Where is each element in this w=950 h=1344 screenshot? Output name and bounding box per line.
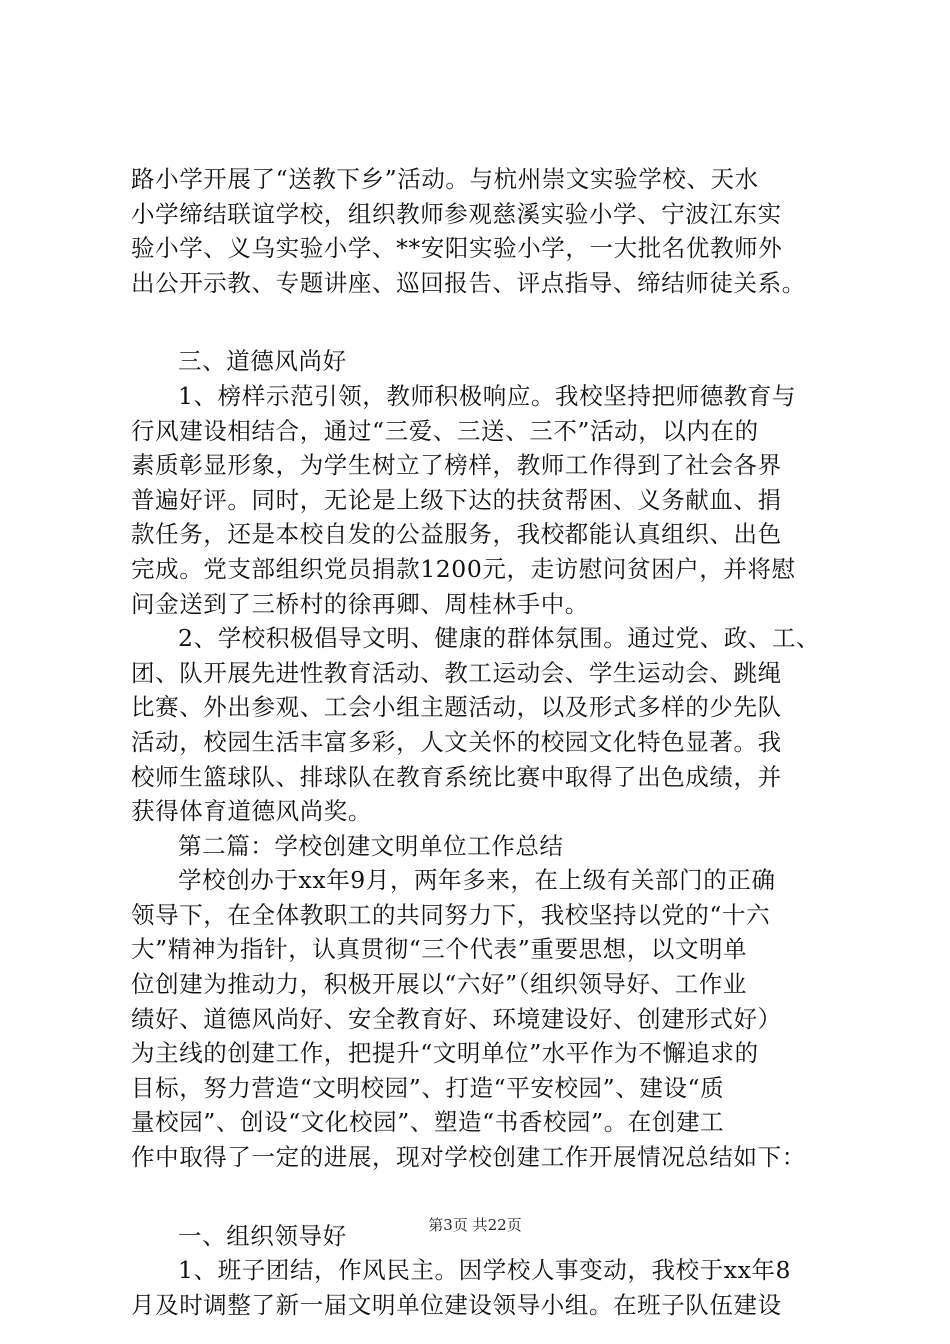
text-line: 小学缔结联谊学校，组织教师参观慈溪实验小学、宁波江东实: [131, 199, 782, 228]
text-line: 作中取得了一定的进展，现对学校创建工作开展情况总结如下：: [131, 1143, 806, 1172]
section-gap: [131, 1175, 846, 1219]
paragraph-civilization: [131, 621, 846, 829]
text-line: 目标，努力营造“文明校园”、打造“平安校园”、建设“质: [131, 1073, 725, 1102]
paragraph-school-intro: [131, 863, 846, 1174]
text-line: 学校创办于xx年9月，两年多来，在上级有关部门的正确: [178, 866, 776, 895]
text-line: 校师生篮球队、排球队在教育系统比赛中取得了出色成绩，并: [131, 762, 782, 791]
paragraph-team-unity: [131, 1253, 846, 1322]
text-line: 路小学开展了“送教下乡”活动。与杭州崇文实验学校、天水: [131, 165, 759, 193]
paragraph-continued: [131, 162, 846, 300]
text-line: 活动，校园生活丰富多彩，人文关怀的校园文化特色显著。我: [131, 727, 782, 756]
text-line: 为主线的创建工作，把提升“文明单位”水平作为不懈追求的: [131, 1039, 759, 1068]
section-heading-morality: 三、道德风尚好: [178, 347, 347, 376]
text-line: 位创建为推动力，积极开展以“六好”（组织领导好、工作业: [131, 970, 747, 999]
text-line: 1、榜样示范引领，教师积极响应。我校坚持把师德教育与: [178, 381, 797, 410]
document-body: [131, 162, 846, 1322]
text-line: 量校园”、创设“文化校园”、塑造“书香校园”。在创建工: [131, 1108, 725, 1137]
text-line: 验小学、义乌实验小学、**安阳实验小学，一大批名优教师外: [131, 234, 783, 263]
text-line: 行风建设相结合，通过“三爱、三送、三不”活动，以内在的: [131, 416, 759, 445]
text-line: 问金送到了三桥村的徐再卿、周桂林手中。: [131, 589, 589, 618]
text-line: 1、班子团结，作风民主。因学校人事变动，我校于xx年8: [178, 1256, 792, 1285]
chapter-title: 第二篇：学校创建文明单位工作总结: [178, 831, 564, 860]
text-line: 团、队开展先进性教育活动、教工运动会、学生运动会、跳绳: [131, 658, 782, 687]
text-line: 领导下，在全体教职工的共同努力下，我校坚持以党的“十六: [131, 900, 771, 929]
text-line: 大”精神为指针，认真贯彻“三个代表”重要思想，以文明单: [131, 935, 748, 964]
text-line: 月及时调整了新一届文明单位建设领导小组。在班子队伍建设: [131, 1290, 782, 1319]
text-line: 普遍好评。同时，无论是上级下达的扶贫帮困、义务献血、捐: [131, 485, 782, 514]
section-heading-leadership: 一、组织领导好: [178, 1221, 347, 1250]
text-line: 2、学校积极倡导文明、健康的群体氛围。通过党、政、工、: [178, 624, 821, 653]
paragraph-role-model: [131, 379, 846, 621]
text-line: 获得体育道德风尚奖。: [131, 797, 372, 826]
page-number-footer: 第3页 共22页: [428, 1216, 522, 1234]
text-line: 出公开示教、专题讲座、巡回报告、评点指导、缔结师徒关系。: [131, 268, 806, 297]
text-line: 素质彰显形象，为学生树立了榜样，教师工作得到了社会各界: [131, 451, 782, 480]
text-line: 完成。党支部组织党员捐款1200元，走访慰问贫困户，并将慰: [131, 554, 796, 583]
text-line: 比赛、外出参观、工会小组主题活动，以及形式多样的少先队: [131, 693, 782, 722]
text-line: 款任务，还是本校自发的公益服务，我校都能认真组织、出色: [131, 520, 782, 549]
section-gap: [131, 300, 846, 344]
text-line: 绩好、道德风尚好、安全教育好、环境建设好、创建形式好）: [131, 1004, 782, 1033]
